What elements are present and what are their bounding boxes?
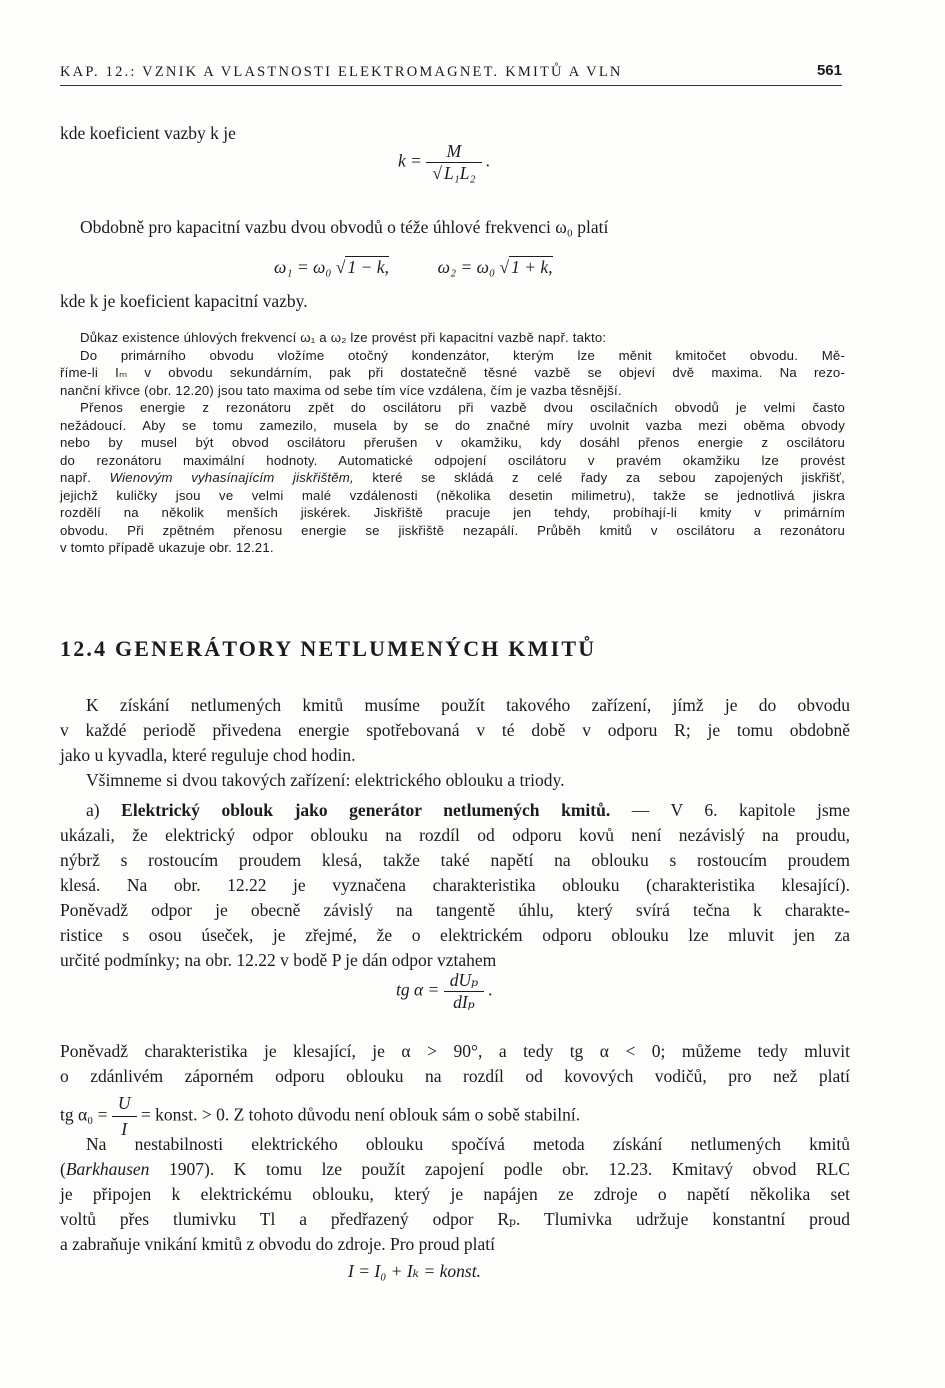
eq1-fraction (426, 141, 481, 184)
eq1-radicand: L₁L₂ (443, 163, 476, 183)
paragraph-5 (60, 1132, 850, 1257)
text-line: Na nestabilnosti elektrického oblouku spočívá metoda získání netlumených kmitů (86, 1134, 850, 1154)
eq1-end: . (485, 150, 491, 171)
small-line: rozdělí na několik menších jiskérek. Jiskřiště pracuje jen tehdy, probíhají-li kmity v primárním (60, 505, 845, 520)
small-line: nežádoucí. Aby se tomu zamezilo, musela by se do značné míry uvolnit vazba mezi oběma obvody (60, 417, 845, 433)
bold-heading: Elektrický oblouk jako generátor netlumených kmitů. (121, 800, 611, 820)
paragraph-3 (60, 798, 850, 973)
small-line: říme-li Iₘ v obvodu sekundárním, pak při dostatečně těsné vazbě se objeví dvě maxima. Na rezo- (60, 365, 845, 380)
intro-line-1: kde koeficient vazby k je (60, 123, 236, 143)
small-line: obvodu. Při zpětném přenosu energie se jiskřiště nezapálí. Průběh kmitů v oscilátoru a rezonátoru (60, 522, 845, 538)
running-head-title: KAP. 12.: VZNIK A VLASTNOSTI ELEKTROMAGNET. KMITŮ A VLN (60, 64, 623, 80)
eq2-b-radicand: 1 + k, (511, 257, 553, 277)
small-line-part: které se skládá z celé řady za sebou zapojených jiskřišť, (372, 470, 845, 485)
p4-eq-denominator: I (112, 1116, 137, 1142)
eq3-denominator: dIₚ (444, 991, 484, 1013)
small-line-part: např. (60, 470, 92, 485)
text-line (60, 798, 850, 823)
small-line: nebo by musel být obvod oscilátoru přerušen v okamžiku, kdy dosáhl přenos energie z oscilátoru (60, 435, 845, 450)
text-line: Poněvadž odpor je obecně závislý na tangentě úhlu, který svírá tečna k charakte- (60, 900, 850, 920)
small-line: nanční křivce (obr. 12.20) jsou tato maxima od sebe tím více vzdálena, čím je vazba těsnější. (60, 382, 622, 398)
text-line: klesá. Na obr. 12.22 je vyznačena charakteristika oblouku (charakteristika klesající). (60, 875, 850, 895)
eq1-denominator: √ L₁L₂ (426, 162, 481, 184)
eq1-numerator: M (446, 141, 462, 161)
text-line: ukázali, že elektrický odpor oblouku na rozdíl od odporu kovů není nezávislý na proudu, (60, 825, 850, 845)
equation-current: I = I₀ + Iₖ = konst. (348, 1261, 481, 1281)
eq3-numerator: dUₚ (449, 970, 479, 990)
eq3-lhs: tg α = (396, 979, 440, 1000)
eq2-a-radicand: 1 − k, (347, 257, 389, 277)
eq3-end: . (488, 979, 493, 1000)
small-line: Do primárního obvodu vložíme otočný kondenzátor, kterým lze měnit kmitočet obvodu. Mě- (80, 347, 845, 363)
p4-eq-rest: = konst. > 0. Z tohoto důvodu není oblouk sám o sobě stabilní. (140, 1104, 581, 1125)
small-line: do rezonátoru maximální hodnoty. Automatické odpojení oscilátoru v pravém okamžiku lze provést (60, 452, 845, 468)
small-line: jejichž kuličky jsou ve velmi malé vzdálenosti (několika desetin milimetru), takže se jednotlivá jiskra (60, 487, 845, 503)
text-line: je připojen k elektrickému oblouku, který je napájen ze zdroje o napětí několika set (60, 1184, 850, 1204)
small-line: Přenos energie z rezonátoru zpět do oscilátoru při vazbě dvou oscilačních obvodů je velmi často (80, 400, 845, 415)
eq1-lhs: k = (398, 150, 422, 171)
equation-coupling (398, 141, 490, 184)
text-part: — V 6. kapitole jsme (631, 800, 851, 820)
text-line: K získání netlumených kmitů musíme použít takového zařízení, jímž je do obvodu (86, 695, 850, 715)
small-line: v tomto případě ukazuje obr. 12.21. (60, 540, 274, 555)
text-part: 1907). K tomu lze použít zapojení podle obr. 12.23. Kmitavý obvod RLC (169, 1159, 850, 1179)
text-line: určité podmínky; na obr. 12.22 v bodě P je dán odpor vztahem (60, 950, 497, 970)
eq2-b: ω₂ = ω₀ (437, 257, 496, 277)
eq2-a: ω₁ = ω₀ (274, 257, 332, 277)
small-print-block (60, 329, 845, 557)
small-line: Důkaz existence úhlových frekvencí ω₁ a ω₂ lze provést při kapacitní vazbě např. takto: (80, 330, 607, 345)
paragraph-4 (60, 1039, 850, 1089)
text-line: (Barkhausen 1907). K tomu lze použít zapojení podle obr. 12.23. Kmitavý obvod RLC (60, 1159, 850, 1179)
small-line (60, 469, 845, 487)
paragraph-1 (60, 693, 850, 793)
equation-frequencies: ω₁ = ω₀ √ 1 − k, ω₂ = ω₀ √ 1 + k, (274, 257, 553, 277)
p4-eq-numerator: U (117, 1093, 131, 1113)
page-number: 561 (816, 62, 842, 79)
text-line: Poněvadž charakteristika je klesající, je α > 90°, a tedy tg α < 0; můžeme tedy mluvit (60, 1041, 850, 1061)
running-head (60, 64, 842, 86)
text-line: a zabraňuje vnikání kmitů z obvodu do zdroje. Pro proud platí (60, 1234, 495, 1254)
text-line: v každé periodě přivedena energie spotřebovaná v té době v odporu R; je tomu obdobně (60, 720, 850, 740)
text-line: o zdánlivém záporném odporu oblouku na rozdíl od kovových vodičů, pro než platí (60, 1066, 850, 1086)
equation-tangent (396, 970, 493, 1013)
text-line: jako u kyvadla, které reguluje chod hodin. (60, 745, 356, 765)
item-label: a) (86, 800, 100, 820)
paragraph-2: Všimneme si dvou takových zařízení: elektrického oblouku a triody. (86, 770, 565, 790)
text-line: nýbrž s rostoucím proudem klesá, takže také napětí na oblouku s rostoucím proudem (60, 850, 850, 870)
intro-line-2: Obdobně pro kapacitní vazbu dvou obvodů o téže úhlové frekvenci ω₀ platí (80, 217, 609, 237)
italic-name: Barkhausen (65, 1159, 150, 1179)
eq3-fraction (444, 970, 484, 1013)
italic-term: Wienovým vyhasínajícím jiskřištěm, (109, 470, 354, 485)
section-heading: 12.4 GENERÁTORY NETLUMENÝCH KMITŮ (60, 636, 597, 661)
text-line: voltů přes tlumivku Tl a předřazený odpor Rₚ. Tlumivka udržuje konstantní proud (60, 1209, 850, 1229)
text-line: ristice s osou úseček, je zřejmé, že o elektrickém odporu oblouku lze mluvit jen za (60, 925, 850, 945)
intro-line-3: kde k je koeficient kapacitní vazby. (60, 291, 308, 311)
p4-eq-lhs: tg α₀ = (60, 1104, 108, 1125)
